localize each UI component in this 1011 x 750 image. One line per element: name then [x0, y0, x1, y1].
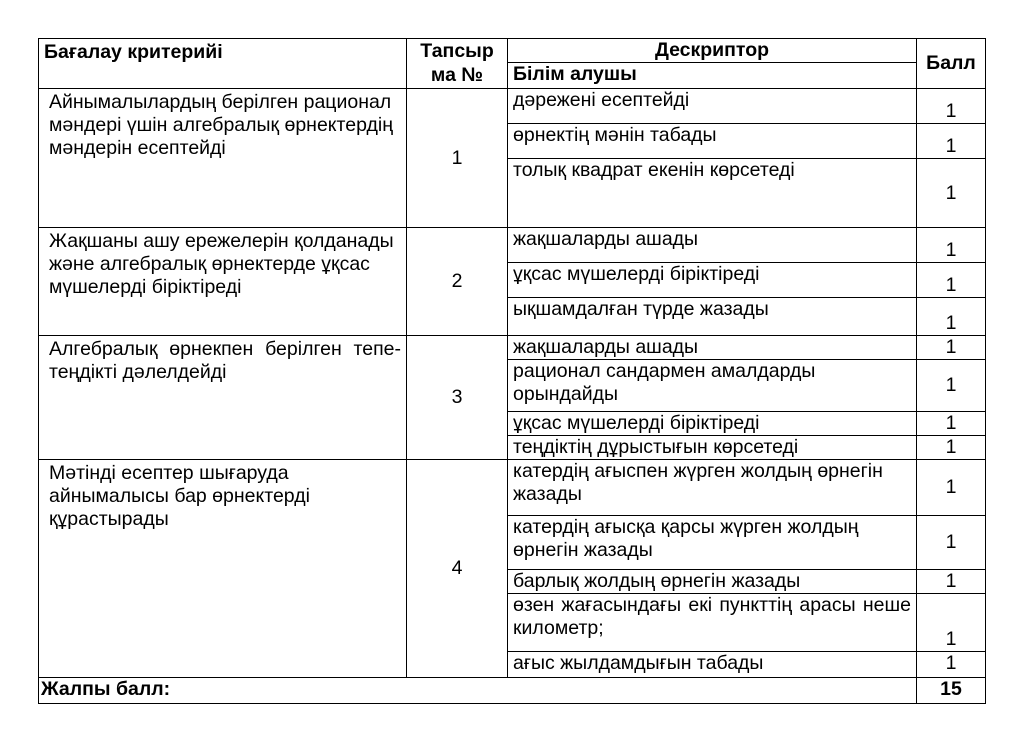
assessment-rubric-table: [38, 38, 986, 704]
descriptor-cell: катердің ағыспен жүрген жолдың өрнегін жазады: [508, 460, 917, 516]
criterion-header: Бағалау критерийі: [39, 39, 407, 89]
score-cell: 1: [917, 89, 986, 124]
descriptor-cell: ұқсас мүшелерді біріктіреді: [508, 412, 917, 436]
score-cell: 1: [917, 436, 986, 460]
learner-subheader: Білім алушы: [508, 63, 917, 89]
descriptor-cell: өрнектің мәнін табады: [508, 124, 917, 159]
score-cell: 1: [917, 594, 986, 652]
table-row: [39, 89, 986, 124]
descriptor-cell: ұқсас мүшелерді біріктіреді: [508, 263, 917, 298]
score-cell: 1: [917, 570, 986, 594]
task-number-cell: 1: [407, 89, 508, 228]
score-cell: 1: [917, 516, 986, 570]
descriptor-cell: ықшамдалған түрде жазады: [508, 298, 917, 336]
table-row: [39, 460, 986, 516]
criterion-cell: Мәтінді есептер шығаруда айнымалысы бар өрнектерді құрастырады: [39, 460, 407, 678]
score-cell: 1: [917, 298, 986, 336]
task-number-cell: 4: [407, 460, 508, 678]
descriptor-cell: жақшаларды ашады: [508, 336, 917, 360]
task-number-header: [407, 39, 508, 89]
table-row: [39, 228, 986, 263]
score-cell: 1: [917, 460, 986, 516]
task-number-cell: 2: [407, 228, 508, 336]
score-cell: 1: [917, 652, 986, 678]
score-header: Балл: [917, 39, 986, 89]
descriptor-cell: барлық жолдың өрнегін жазады: [508, 570, 917, 594]
descriptor-cell: толық квадрат екенін көрсетеді: [508, 159, 917, 228]
total-score: 15: [917, 678, 986, 704]
descriptor-cell: өзен жағасындағы екі пункттің арасы неше километр;: [508, 594, 917, 652]
descriptor-header: Дескриптор: [508, 39, 917, 63]
score-cell: 1: [917, 412, 986, 436]
descriptor-cell: теңдіктің дұрыстығын көрсетеді: [508, 436, 917, 460]
task-number-cell: 3: [407, 336, 508, 460]
descriptor-cell: рационал сандармен амалдарды орындайды: [508, 360, 917, 412]
header-row: [39, 39, 986, 63]
score-cell: 1: [917, 336, 986, 360]
task-header-line2: ма №: [430, 64, 484, 86]
criterion-cell: Айнымалылардың берілген рационал мәндері үшін алгебралық өрнектердің мәндерін есептейді: [39, 89, 407, 228]
descriptor-cell: катердің ағысқа қарсы жүрген жолдың өрнегін жазады: [508, 516, 917, 570]
criterion-cell: Алгебралық өрнекпен берілген тепе-теңдікті дәлелдейді: [39, 336, 407, 460]
descriptor-cell: ағыс жылдамдығын табады: [508, 652, 917, 678]
descriptor-cell: жақшаларды ашады: [508, 228, 917, 263]
total-row: [39, 678, 986, 704]
score-cell: 1: [917, 263, 986, 298]
score-cell: 1: [917, 124, 986, 159]
criterion-cell: Жақшаны ашу ережелерін қолданады және алгебралық өрнектерде ұқсас мүшелерді біріктіреді: [39, 228, 407, 336]
task-header-line1: Тапсыр: [420, 40, 494, 62]
score-cell: 1: [917, 360, 986, 412]
total-label: Жалпы балл:: [39, 678, 917, 704]
score-cell: 1: [917, 228, 986, 263]
descriptor-cell: дәрежені есептейді: [508, 89, 917, 124]
table-row: [39, 336, 986, 360]
score-cell: 1: [917, 159, 986, 228]
